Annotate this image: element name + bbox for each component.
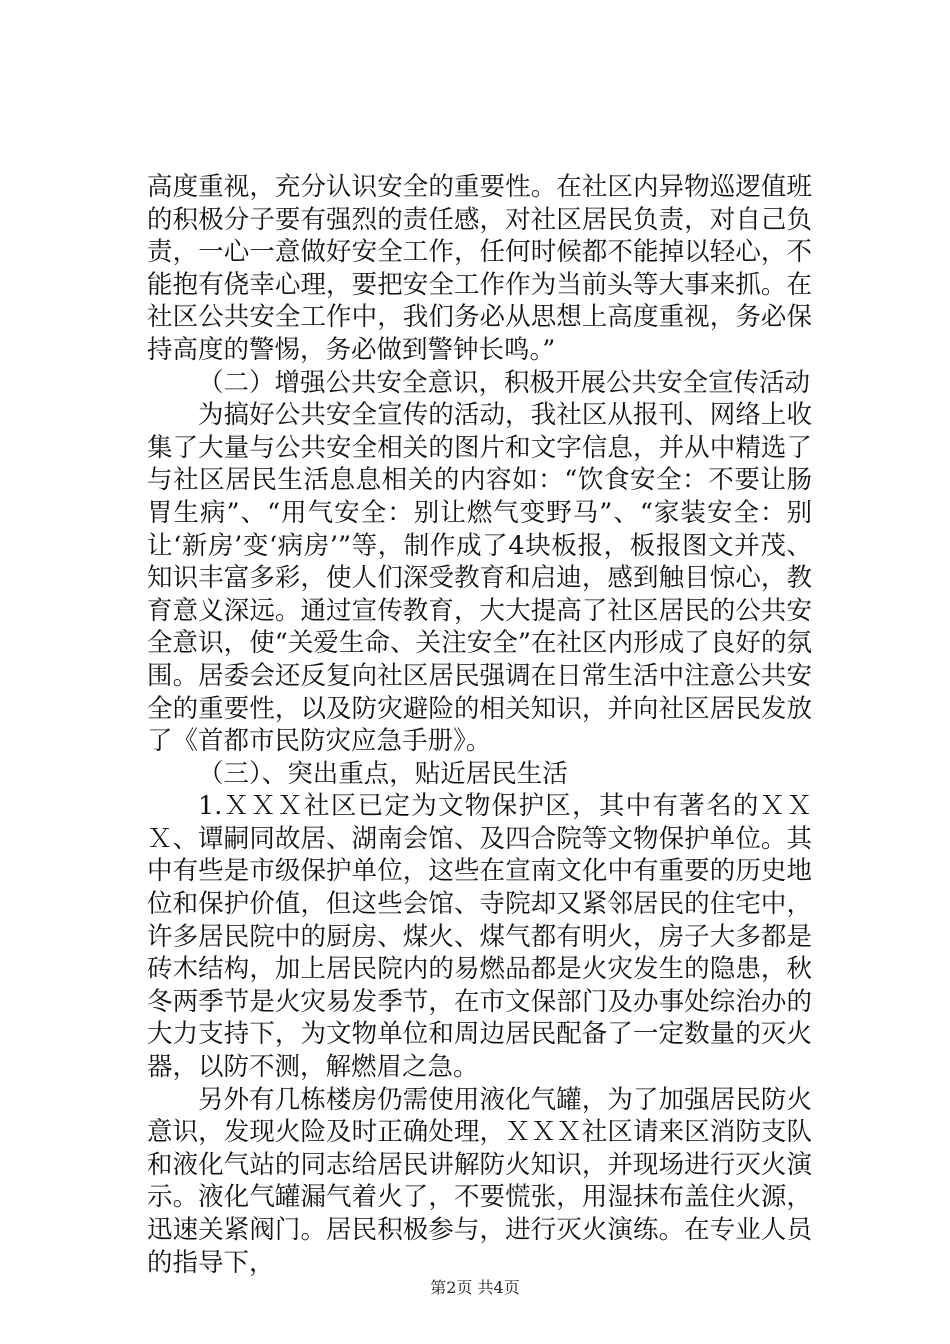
paragraph-safety-awareness: 高度重视，充分认识安全的重要性。在社区内异物巡逻值班的积极分子要有强烈的责任感，对社区居民负责，对自己负责，一心一意做好安全工作，任何时候都不能掉以轻心，不能抱有侥幸心理，要把安全工作作为当前头等大事来抓。在社区公共安全工作中，我们务必从思想上高度重视，务必保持高度的警惕，务必做到警钟长鸣。” (147, 172, 812, 365)
page-footer: 第2页 共4页 (430, 1278, 520, 1297)
section-heading-3: （三）、突出重点，贴近居民生活 (198, 758, 568, 789)
paragraph-publicity: 为搞好公共安全宣传的活动，我社区从报刊、网络上收集了大量与公共安全相关的图片和文字信息，并从中精选了与社区居民生活息息相关的内容如：“饮食安全：不要让肠胃生病”、“用气安全：别让燃气变野马”、“家装安全：别让‘新房’变‘病房’”等，制作成了4块板报，板报图文并茂、知识丰富多彩，使人们深受教育和启迪，感到触目惊心，教育意义深远。通过宣传教育，大大提高了社区居民的公共安全意识，使“关爱生命、关注安全”在社区内形成了良好的氛围。居委会还反复向社区居民强调在日常生活中注意公共安全的重要性，以及防灾避险的相关知识，并向社区居民发放了《首都市民防灾应急手册》。 (147, 400, 812, 757)
paragraph-fire-drill: 另外有几栋楼房仍需使用液化气罐，为了加强居民防火意识，发现火险及时正确处理，ＸＸＸ社区请来区消防支队和液化气站的同志给居民讲解防火知识，并现场进行灭火演示。液化气罐漏气着火了，不要慌张，用湿抹布盖住火源，迅速关紧阀门。居民积极参与，进行灭火演练。在专业人员的指导下， (147, 1084, 812, 1278)
section-heading-2: （二）增强公共安全意识，积极开展公共安全宣传活动 (198, 367, 811, 398)
document-body (147, 171, 812, 1279)
paragraph-heritage-protection: 1.ＸＸＸ社区已定为文物保护区，其中有著名的ＸＸＸ、谭嗣同故居、湖南会馆、及四合院等文物保护单位。其中有些是市级保护单位，这些在宣南文化中有重要的历史地位和保护价值，但这些会馆、寺院却又紧邻居民的住宅中，许多居民院中的厨房、煤火、煤气都有明火，房子大多都是砖木结构，加上居民院内的易燃品都是火灾发生的隐患，秋冬两季节是火灾易发季节，在市文保部门及办事处综治办的大力支持下，为文物单位和周边居民配备了一定数量的灭火器，以防不测，解燃眉之急。 (147, 791, 812, 1083)
